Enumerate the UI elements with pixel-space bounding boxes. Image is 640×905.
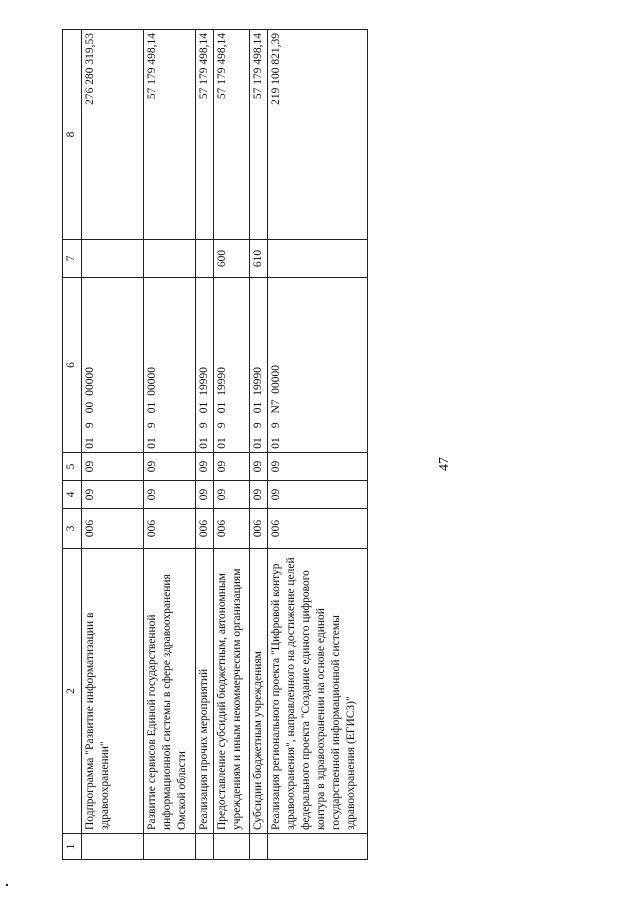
cell-amount: 276 280 319,53 bbox=[82, 30, 144, 240]
table-row bbox=[214, 30, 250, 860]
cell-amount: 57 179 498,14 bbox=[196, 30, 214, 240]
table-row bbox=[196, 30, 214, 860]
cell-c5: 09 bbox=[144, 453, 196, 481]
row-name: Реализация регионального проекта "Цифровой контур здравоохранения", направленного на достижение целей федерального проекта "Создание единого цифрового контура в здравоохранении на основе единой государственной информационной системы здравоохранения (ЕГИСЗ)" bbox=[268, 549, 368, 834]
cell-amount: 57 179 498,14 bbox=[144, 30, 196, 240]
cell-c4: 09 bbox=[82, 481, 144, 509]
cell-c3: 006 bbox=[250, 509, 268, 549]
budget-table-rotated bbox=[62, 30, 372, 860]
header-cell: 4 bbox=[63, 481, 82, 509]
cell-c3: 006 bbox=[144, 509, 196, 549]
cell-csr: 01 9 01 19990 bbox=[196, 278, 214, 453]
header-cell: 3 bbox=[63, 509, 82, 549]
cell-csr: 01 9 01 00000 bbox=[144, 278, 196, 453]
cell-c7: 610 bbox=[250, 240, 268, 278]
row-name: Реализация прочих мероприятий bbox=[196, 549, 214, 834]
cell-csr: 01 9 N7 00000 bbox=[268, 278, 368, 453]
cell-amount: 219 100 821,39 bbox=[268, 30, 368, 240]
cell-c7: 600 bbox=[214, 240, 250, 278]
cell-c5: 09 bbox=[250, 453, 268, 481]
cell-csr: 01 9 00 00000 bbox=[82, 278, 144, 453]
table-row bbox=[144, 30, 196, 860]
cell-c3: 006 bbox=[82, 509, 144, 549]
row-name: Развитие сервисов Единой государственной информационной системы в сфере здравоохранения Омской области bbox=[144, 549, 196, 834]
cell-c3: 006 bbox=[214, 509, 250, 549]
cell-c3: 006 bbox=[268, 509, 368, 549]
cell-csr: 01 9 01 19990 bbox=[250, 278, 268, 453]
cell-c4: 09 bbox=[250, 481, 268, 509]
header-cell: 6 bbox=[63, 278, 82, 453]
row-name: Подпрограмма "Развитие информатизации в здравоохранении" bbox=[82, 549, 144, 834]
cell-amount: 57 179 498,14 bbox=[214, 30, 250, 240]
cell-csr: 01 9 01 19990 bbox=[214, 278, 250, 453]
header-cell: 5 bbox=[63, 453, 82, 481]
cell-c3: 006 bbox=[196, 509, 214, 549]
cell-c5: 09 bbox=[268, 453, 368, 481]
cell-c5: 09 bbox=[196, 453, 214, 481]
header-cell: 7 bbox=[63, 240, 82, 278]
cell-c4: 09 bbox=[268, 481, 368, 509]
table-row bbox=[250, 30, 268, 860]
cell-c7 bbox=[82, 240, 144, 278]
cell-c7 bbox=[268, 240, 368, 278]
cell-c7 bbox=[196, 240, 214, 278]
cell-c7 bbox=[144, 240, 196, 278]
table-row bbox=[82, 30, 144, 860]
budget-table bbox=[62, 29, 368, 860]
header-cell: 2 bbox=[63, 549, 82, 834]
cell-c5: 09 bbox=[82, 453, 144, 481]
row-name: Субсидии бюджетным учреждениям bbox=[250, 549, 268, 834]
cell-amount: 57 179 498,14 bbox=[250, 30, 268, 240]
cell-c4: 09 bbox=[144, 481, 196, 509]
row-name: Предоставление субсидий бюджетным, автономным учреждениям и иным некоммерческим организациям bbox=[214, 549, 250, 834]
cell-c4: 09 bbox=[196, 481, 214, 509]
header-cell: 8 bbox=[63, 30, 82, 240]
table-row bbox=[268, 30, 368, 860]
header-row bbox=[63, 30, 82, 860]
scan-speck bbox=[6, 884, 8, 886]
cell-c5: 09 bbox=[214, 453, 250, 481]
page-number: 47 bbox=[437, 457, 452, 471]
cell-c4: 09 bbox=[214, 481, 250, 509]
header-cell: 1 bbox=[63, 834, 82, 860]
